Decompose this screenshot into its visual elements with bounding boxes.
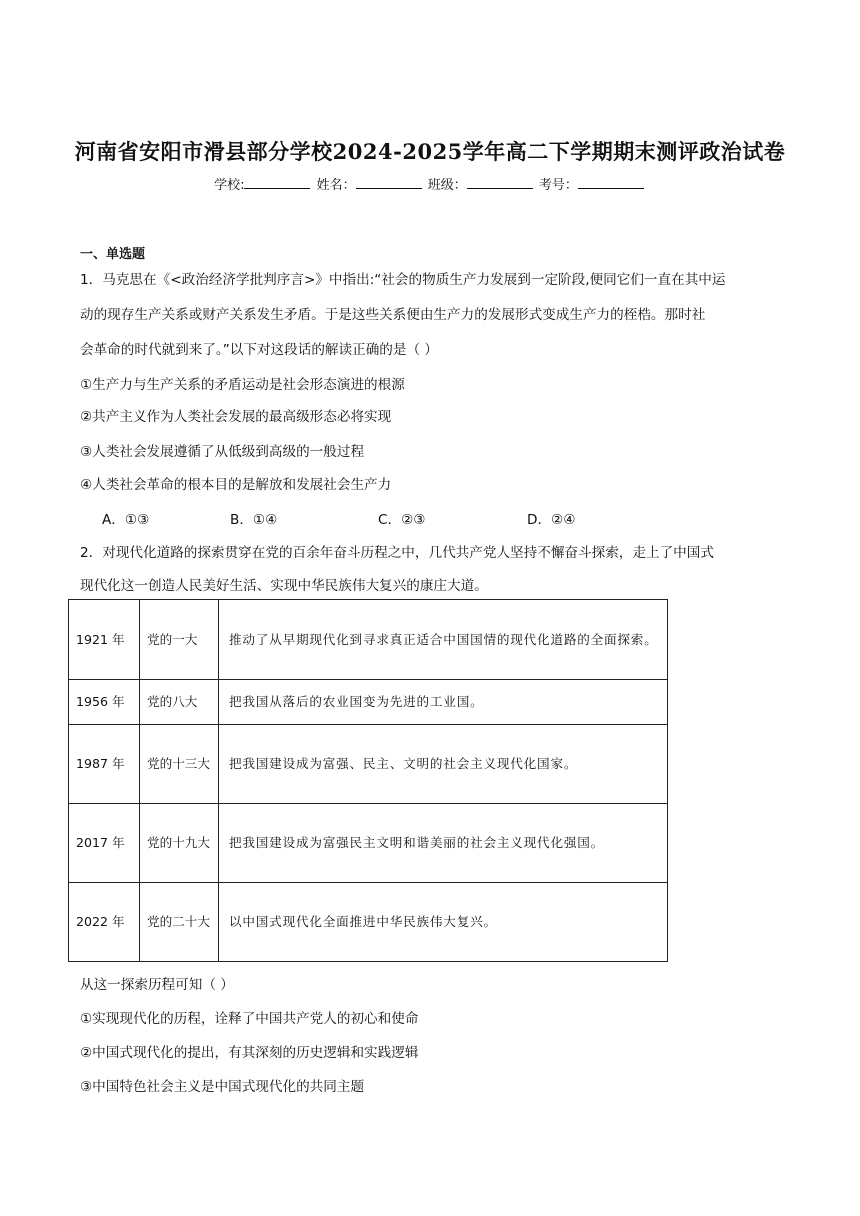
school-blank[interactable] <box>244 175 310 189</box>
table-row <box>69 600 668 680</box>
description-cell: 推动了从早期现代化到寻求真正适合中国国情的现代化道路的全面探索。 <box>219 600 668 680</box>
class-label: 班级： <box>427 178 467 193</box>
q1-line: 动的现存生产关系或财产关系发生矛盾。于是这些关系便由生产力的发展形式变成生产力的桎梏。那时社 <box>80 307 706 323</box>
event-cell: 党的十九大 <box>140 804 219 883</box>
q1-statement: ④人类社会革命的根本目的是解放和发展社会生产力 <box>80 477 392 493</box>
q2-stem: 从这一探索历程可知（ ） <box>80 977 234 993</box>
exam-number-label: 考号： <box>538 178 578 193</box>
table-row <box>69 725 668 804</box>
year-cell: 2017 年 <box>69 804 140 883</box>
event-cell: 党的二十大 <box>140 883 219 962</box>
q1-statement: ①生产力与生产关系的矛盾运动是社会形态演进的根源 <box>80 377 405 393</box>
q1-statement: ③人类社会发展遵循了从低级到高级的一般过程 <box>80 444 365 460</box>
description-cell: 把我国从落后的农业国变为先进的工业国。 <box>219 680 668 725</box>
modernization-timeline-table <box>68 599 668 962</box>
q1-statement: ②共产主义作为人类社会发展的最高级形态必将实现 <box>80 409 392 425</box>
q1-option-d[interactable]: D．②④ <box>527 512 576 528</box>
year-cell: 2022 年 <box>69 883 140 962</box>
table-row <box>69 804 668 883</box>
description-cell: 把我国建设成为富强、民主、文明的社会主义现代化国家。 <box>219 725 668 804</box>
class-blank[interactable] <box>467 175 533 189</box>
exam-number-blank[interactable] <box>578 175 644 189</box>
description-cell: 以中国式现代化全面推进中华民族伟大复兴。 <box>219 883 668 962</box>
school-label: 学校: <box>214 178 245 193</box>
event-cell: 党的十三大 <box>140 725 219 804</box>
q1-option-a[interactable]: A．①③ <box>102 512 150 528</box>
q2-statement: ③中国特色社会主义是中国式现代化的共同主题 <box>80 1079 365 1095</box>
year-cell: 1921 年 <box>69 600 140 680</box>
q1-option-c[interactable]: C．②③ <box>378 512 426 528</box>
event-cell: 党的八大 <box>140 680 219 725</box>
student-info-row <box>0 174 860 193</box>
q2-statement: ②中国式现代化的提出，有其深刻的历史逻辑和实践逻辑 <box>80 1045 419 1061</box>
event-cell: 党的一大 <box>140 600 219 680</box>
year-cell: 1987 年 <box>69 725 140 804</box>
table-row <box>69 883 668 962</box>
section-heading: 一、单选题 <box>80 247 146 262</box>
q2-line: 2．对现代化道路的探索贯穿在党的百余年奋斗历程之中，几代共产党人坚持不懈奋斗探索，走上了中国式 <box>80 545 714 561</box>
exam-title: 河南省安阳市滑县部分学校2024-2025学年高二下学期期末测评政治试卷 <box>74 139 786 164</box>
year-cell: 1956 年 <box>69 680 140 725</box>
q1-line: 1．马克思在《<政治经济学批判序言>》中指出:“社会的物质生产力发展到一定阶段,便同它们一直在其中运 <box>80 272 726 288</box>
name-label: 姓名： <box>316 178 356 193</box>
table-row <box>69 680 668 725</box>
q1-line: 会革命的时代就到来了。”以下对这段话的解读正确的是（ ） <box>80 342 438 358</box>
description-cell: 把我国建设成为富强民主文明和谐美丽的社会主义现代化强国。 <box>219 804 668 883</box>
q2-statement: ①实现现代化的历程，诠释了中国共产党人的初心和使命 <box>80 1011 419 1027</box>
name-blank[interactable] <box>356 175 422 189</box>
q1-option-b[interactable]: B．①④ <box>230 512 278 528</box>
q2-line: 现代化这一创造人民美好生活、实现中华民族伟大复兴的康庄大道。 <box>80 578 488 594</box>
